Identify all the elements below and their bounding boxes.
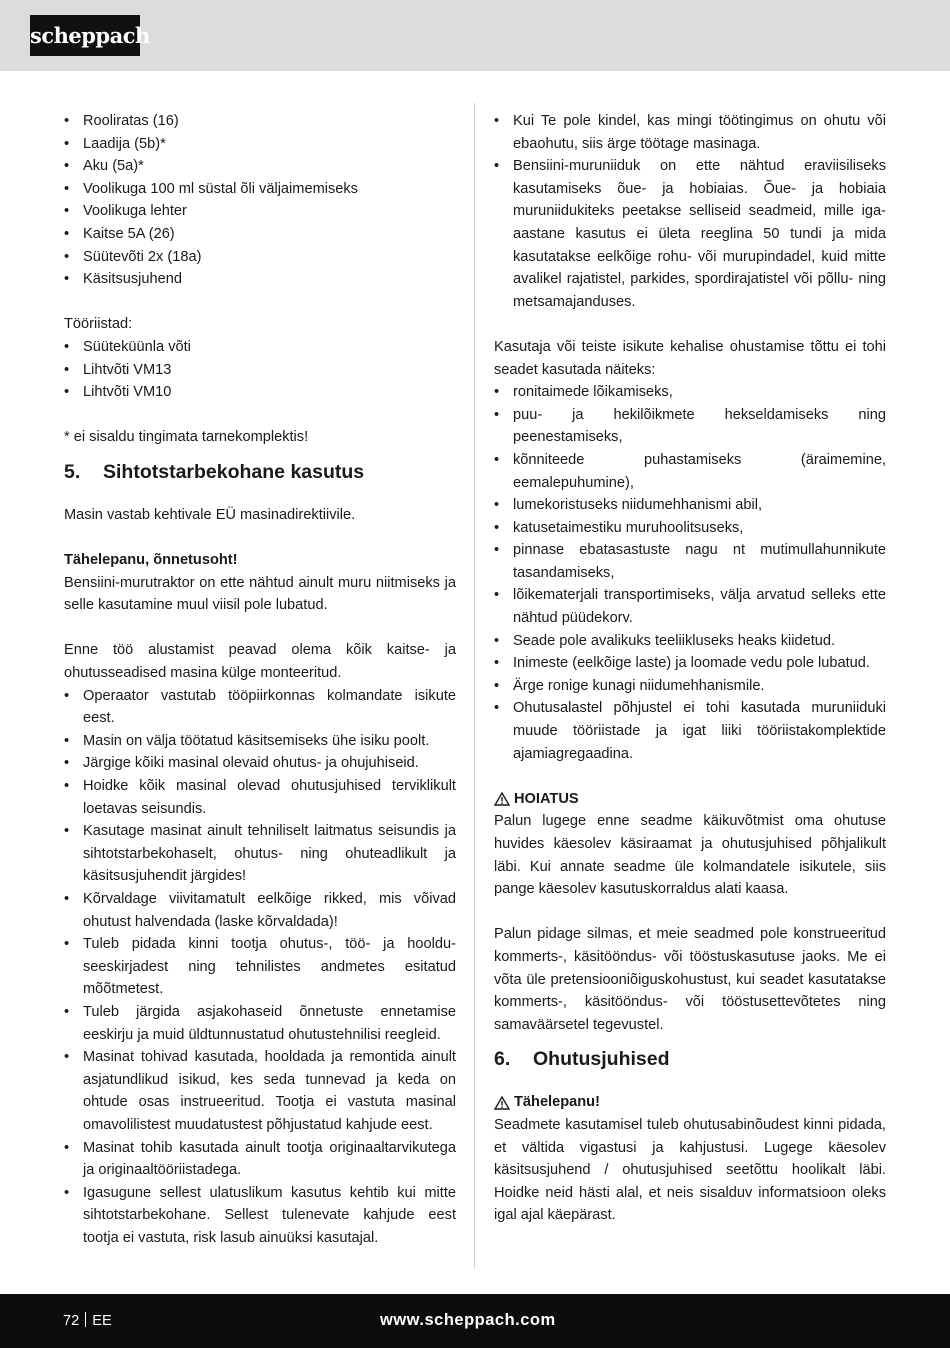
list-item: • Seade pole avalikuks teeliikluseks heaks kiidetud. <box>494 630 886 653</box>
warning-text: Palun lugege enne seadme käikuvõtmist oma ohutuse huvides käesolev käsiraamat ja ohutusjuhised põhjalikult läbi. Kui annate seadme üle kolmandatele isikutele, siis pange käesolev kasutuskorraldus alati kaasa. <box>494 813 886 898</box>
page-separator <box>85 1312 86 1327</box>
brand-logo: scheppach <box>30 15 140 56</box>
list-item: • Hoidke kõik masinal olevad ohutusjuhised terviklikult loetavas seisundis. <box>64 775 456 820</box>
list-item: • Voolikuga lehter <box>64 200 456 223</box>
list-item: • Tuleb pidada kinni tootja ohutus-, töö- ja hoolduseeskirjadest ning tehnilistes andmetes esitatud mõõtmetest. <box>64 933 456 1001</box>
left-column <box>64 110 456 1250</box>
list-item: • katusetaimestiku muruhoolitsuseks, <box>494 517 886 540</box>
list-item: • Voolikuga 100 ml süstal õli väljaimemiseks <box>64 178 456 201</box>
list-item: • Bensiini-muruniiduk on ette nähtud eraviisiliseks kasutamiseks õue- ja hobiaias. Õue- ja hobiaia muruniidukiteks peetakse selliseid seadmeid, mille iga-aastane kasutus ei ületa reeglina 50 tundi ja mida kasutatakse eelkõige rohu- või murupindadel, kuid mitte avalikel rajatistel, parkides, spordirajatistel või põllu- ning metsamajanduses. <box>494 155 886 313</box>
attention-heading <box>494 1091 886 1114</box>
footnote: * ei sisaldu tingimata tarnekomplektis! <box>64 429 309 446</box>
section-heading-5 <box>64 460 456 484</box>
page-info <box>63 1310 112 1332</box>
list-item: • Laadija (5b)* <box>64 133 456 156</box>
list-item: • Lihtvõti VM13 <box>64 359 456 382</box>
list-item: • Masinat tohivad kasutada, hooldada ja remontida ainult asjatundlikud isikud, kes seda tunnevad ja keda on ohtude osas instrueeritud. Tootja ei vastuta masinal omavolilistest muudatustest põhjustatud kahjude eest. <box>64 1046 456 1136</box>
list-item: • Kui Te pole kindel, kas mingi töötingimus on ohutu või ebaohutu, siis ärge töötage masinaga. <box>494 110 886 155</box>
list-item: • Tuleb järgida asjakohaseid õnnetuste ennetamise eeskirju ja muid üldtunnustatud ohutustehnilisi reegleid. <box>64 1001 456 1046</box>
list-item: • Lihtvõti VM10 <box>64 381 456 404</box>
list-item: • Rooliratas (16) <box>64 110 456 133</box>
list-item: • lumekoristuseks niidumehhanismi abil, <box>494 494 886 517</box>
list-item: • Kasutage masinat ainult tehniliselt laitmatus seisundis ja sihtotstarbekohaselt, ohutus- ning ohuteadlikult ja käsitsusjuhendit järgides! <box>64 820 456 888</box>
list-item: • Süütevõti 2x (18a) <box>64 246 456 269</box>
section-heading-6 <box>494 1047 886 1071</box>
attention-text: Seadmete kasutamisel tuleb ohutusabinõudest kinni pidada, et vältida vigastusi ja kahjustusi. Lugege käesolev käsitsusjuhend / ohutusjuhised seetõttu hoolikalt läbi. Hoidke neid hästi alal, et neis sisalduv informatsioon oleks igal ajal käepärast. <box>494 1116 886 1224</box>
list-item: • Ärge ronige kunagi niidumehhanismile. <box>494 675 886 698</box>
list-item: • Süüteküünla võti <box>64 336 456 359</box>
website-url: www.scheppach.com <box>380 1311 556 1329</box>
section-number: 6. <box>494 1048 511 1071</box>
list-item: • Inimeste (eelkõige laste) ja loomade vedu pole lubatud. <box>494 652 886 675</box>
header-band <box>0 0 950 71</box>
warning-triangle-icon <box>494 1096 510 1110</box>
danger-intro: Kasutaja või teiste isikute kehalise ohustamise tõttu ei tohi seadet kasutada näiteks: <box>494 338 886 378</box>
warning-heading <box>494 788 886 811</box>
warning-triangle-icon <box>494 792 510 806</box>
attention-text: Bensiini-murutraktor on ette nähtud ainult muru niitmiseks ja selle kasutamine muul viisil pole lubatud. <box>64 574 456 614</box>
list-item: • Ohutusalastel põhjustel ei tohi kasutada muruniiduki muude tööriistade ja igat liiki tööriistakomplektide ajamiagregaadina. <box>494 697 886 765</box>
language-code: EE <box>92 1313 112 1329</box>
list-item: • lõikematerjali transportimiseks, välja arvatud selleks ette nähtud püüdekorv. <box>494 584 886 629</box>
section-title: Sihtotstarbekohane kasutus <box>103 460 365 483</box>
attention-title: Tähelepanu, õnnetusoht! <box>64 552 238 569</box>
list-item: • Käsitsusjuhend <box>64 268 456 291</box>
list-item: • puu- ja hekilõikmete hekseldamiseks ning peenestamiseks, <box>494 404 886 449</box>
warning-title: HOIATUS <box>514 790 579 807</box>
rules-list <box>64 685 456 1250</box>
tools-list <box>64 336 456 404</box>
list-item: • Kaitse 5A (26) <box>64 223 456 246</box>
delivery-list <box>64 110 456 291</box>
directive-text: Masin vastab kehtivale EÜ masinadirektiivile. <box>64 506 356 523</box>
footer-band <box>0 1294 950 1348</box>
danger-list <box>494 381 886 765</box>
commercial-text: Palun pidage silmas, et meie seadmed pole konstrueeritud kommerts-, käsitööndus- või tööstuskasutuse jaoks. Me ei võta üle pretensiooniõiguskohustust, kui seadet kasutatakse kommerts-, käsitööndus- või tööstusettevõtetes ning samaväärsetel tegevustel. <box>494 926 886 1033</box>
list-item: • Masin on välja töötatud käsitsemiseks ühe isiku poolt. <box>64 730 456 753</box>
section-title: Ohutusjuhised <box>533 1048 670 1071</box>
list-item: • ronitaimede lõikamiseks, <box>494 381 886 404</box>
list-item: • pinnase ebatasastuste nagu nt mutimullahunnikute tasandamiseks, <box>494 539 886 584</box>
attention-title: Tähelepanu! <box>514 1094 600 1111</box>
before-work-text: Enne töö alustamist peavad olema kõik kaitse- ja ohutusseadised masina külge monteeritud. <box>64 642 456 682</box>
list-item: • kõnniteede puhastamiseks (äraimemine, eemalepuhumine), <box>494 449 886 494</box>
list-item: • Kõrvaldage viivitamatult eelkõige rikked, mis võivad ohutust halvendada (laske kõrvaldada)! <box>64 888 456 933</box>
list-item: • Järgige kõiki masinal olevaid ohutus- ja ohujuhiseid. <box>64 752 456 775</box>
list-item: • Aku (5a)* <box>64 155 456 178</box>
list-item: • Operaator vastutab tööpiirkonnas kolmandate isikute eest. <box>64 685 456 730</box>
section-number: 5. <box>64 460 81 483</box>
usage-list <box>494 110 886 313</box>
list-item: • Igasugune sellest ulatuslikum kasutus kehtib kui mitte sihtotstarbekohane. Sellest tulenevate kahjude eest tootja ei vastuta, risk lasub ainuüksi kasutajal. <box>64 1182 456 1250</box>
list-item: • Masinat tohib kasutada ainult tootja originaaltarvikutega ja originaaltööriistadega. <box>64 1137 456 1182</box>
page-number: 72 <box>63 1313 80 1329</box>
right-column <box>494 110 886 1227</box>
column-divider <box>474 103 475 1268</box>
tools-label: Tööriistad: <box>64 316 133 333</box>
